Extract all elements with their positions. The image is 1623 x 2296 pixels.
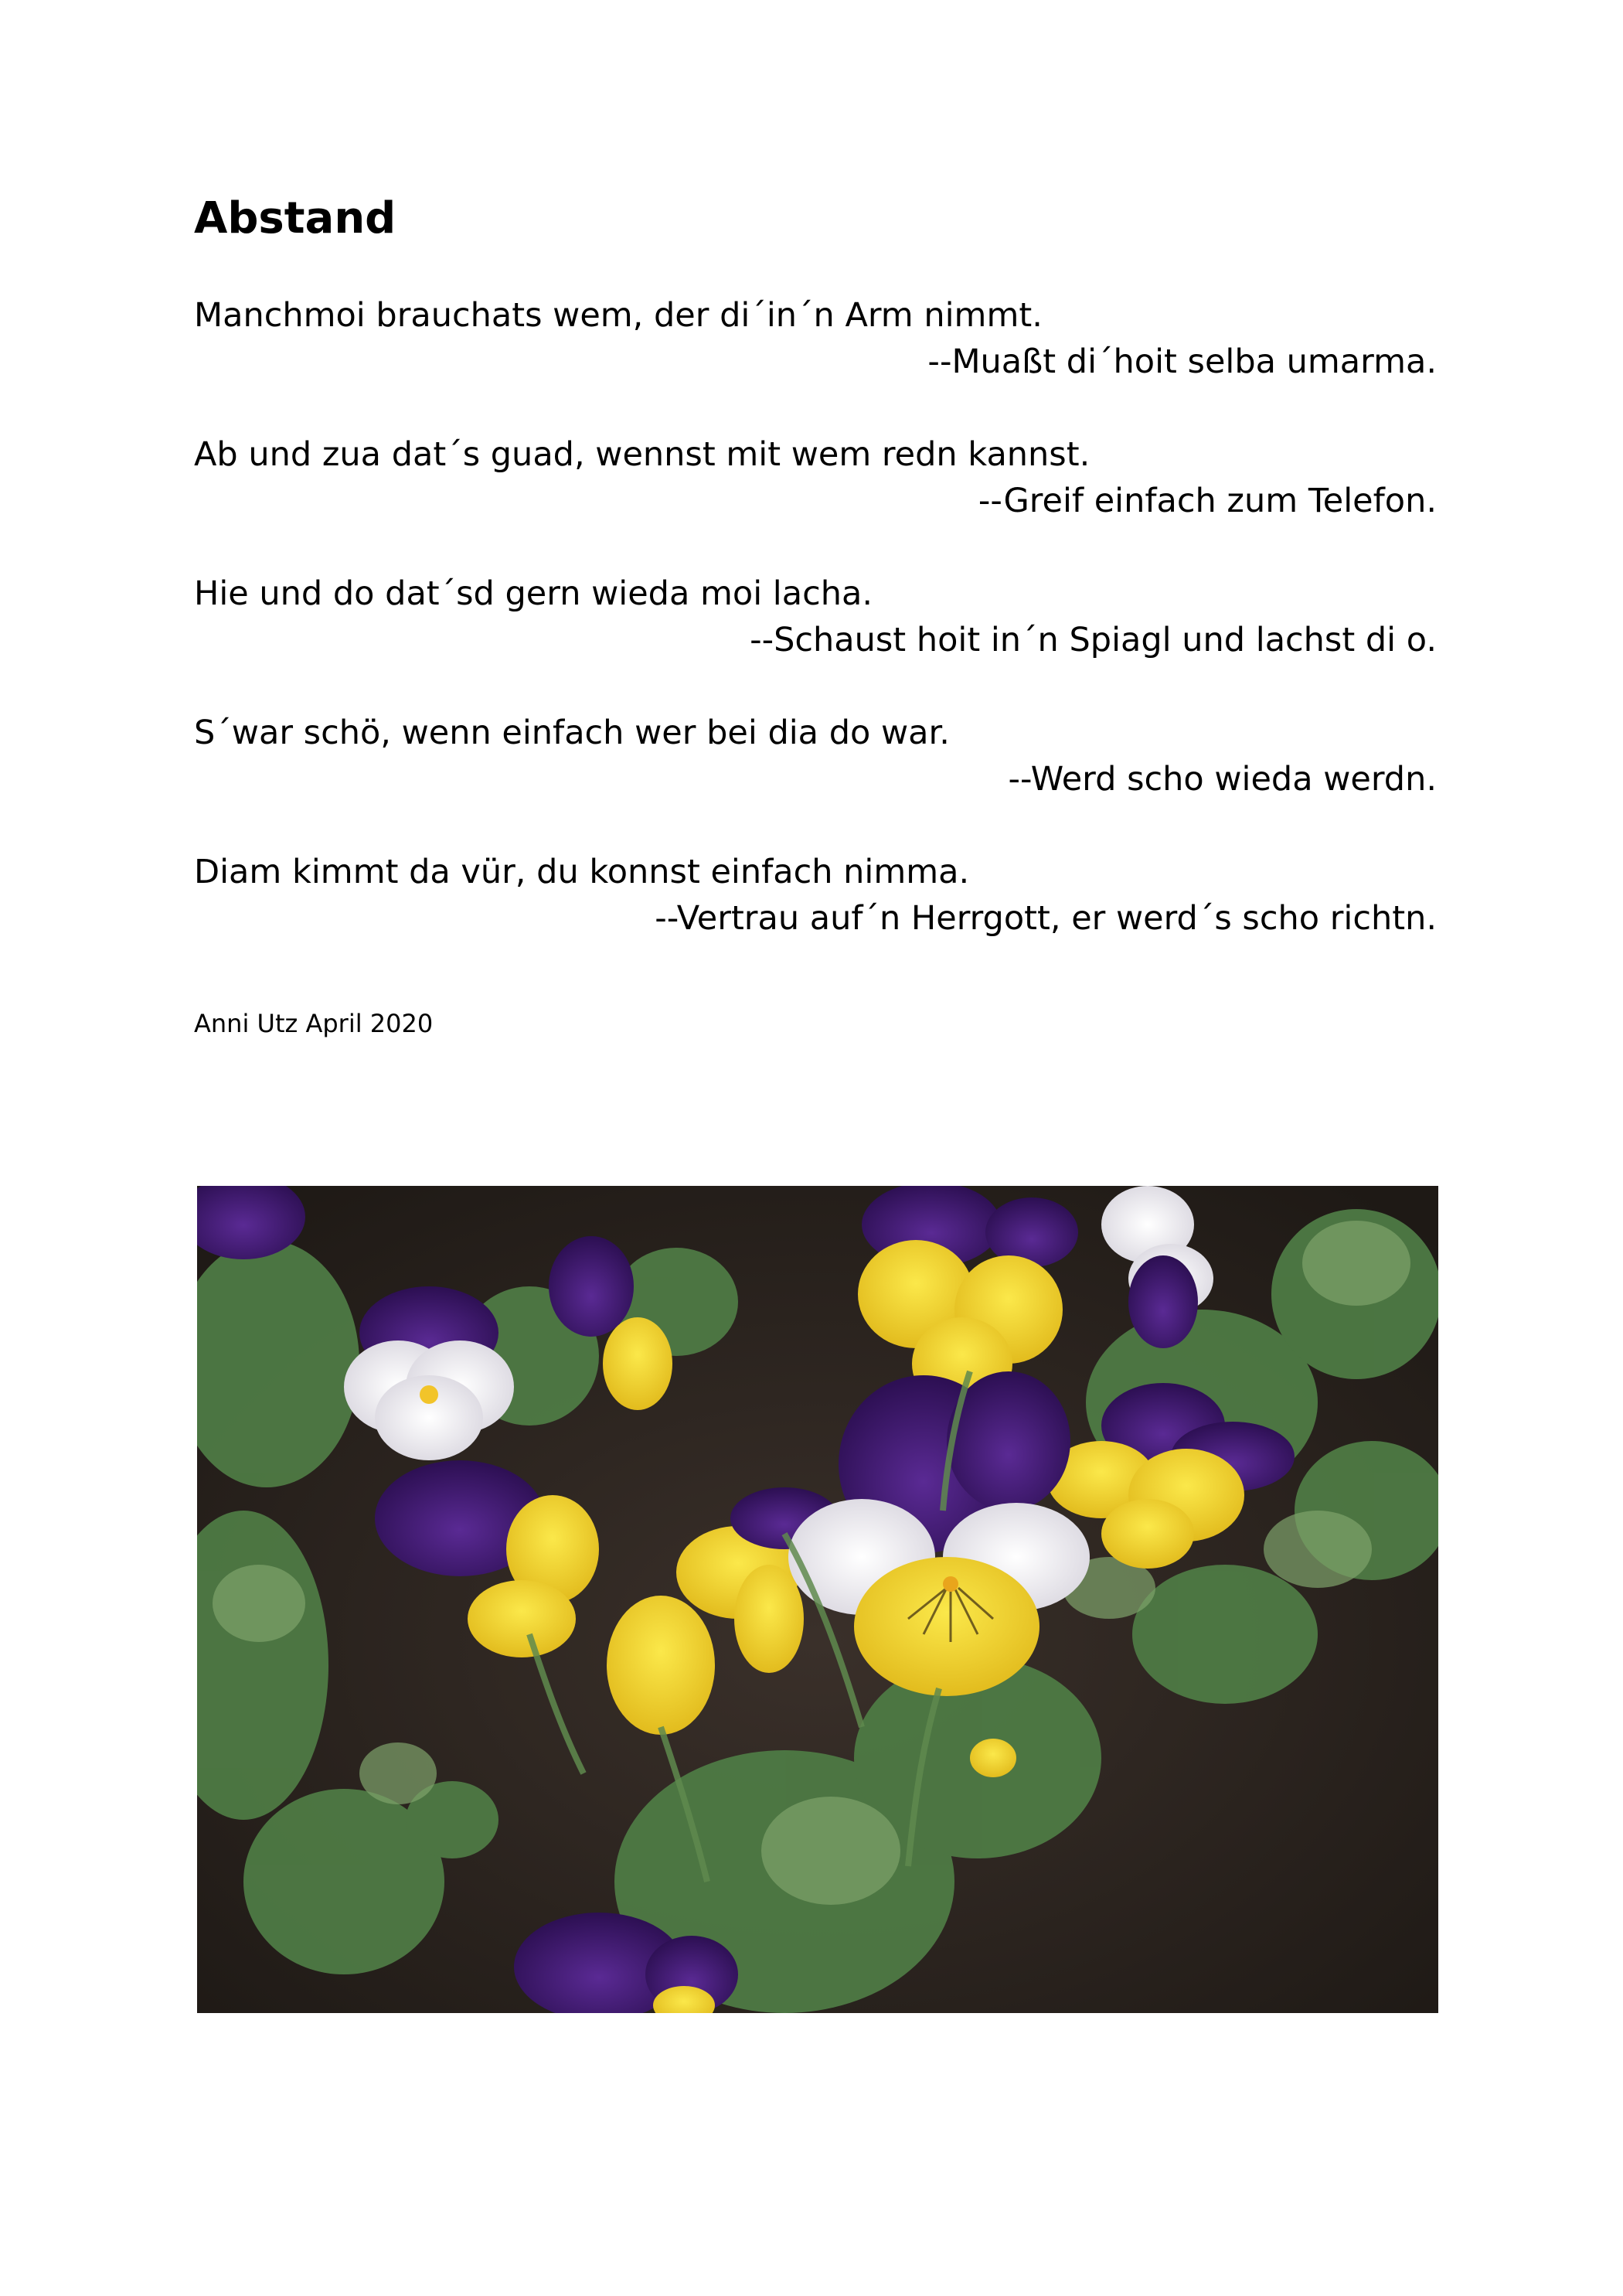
author-signature: Anni Utz April 2020: [194, 1009, 434, 1038]
stanza-4: [194, 710, 1437, 849]
pansy-flower: [1128, 1255, 1198, 1348]
stanza-line: Ab und zua dat´s guad, wennst mit wem redn kannst.: [194, 435, 1091, 474]
stanza-line: Diam kimmt da vür, du konnst einfach nimma.: [194, 853, 970, 891]
stanza-2: [194, 431, 1437, 571]
stanza-3: [194, 571, 1437, 710]
pansy-flower: [970, 1739, 1016, 1777]
stanza-reply: --Greif einfach zum Telefon.: [978, 482, 1437, 520]
stanza-reply: --Werd scho wieda werdn.: [1008, 760, 1437, 799]
stanza-line: S´war schö, wenn einfach wer bei dia do war.: [194, 714, 950, 752]
stanza-line: Manchmoi brauchats wem, der di´in´n Arm nimmt.: [194, 296, 1043, 335]
pansy-flowers-photo: [197, 1186, 1438, 2013]
poem-body: [194, 292, 1437, 988]
flower-image: [197, 1186, 1438, 2013]
stanza-1: [194, 292, 1437, 431]
stanza-reply: --Vertrau auf´n Herrgott, er werd´s scho richtn.: [655, 899, 1437, 938]
poem-title: Abstand: [194, 193, 396, 244]
stanza-5: [194, 849, 1437, 988]
stanza-line: Hie und do dat´sd gern wieda moi lacha.: [194, 574, 873, 613]
stanza-reply: --Schaust hoit in´n Spiagl und lachst di o.: [750, 621, 1437, 659]
stanza-reply: --Muaßt di´hoit selba umarma.: [927, 342, 1437, 381]
